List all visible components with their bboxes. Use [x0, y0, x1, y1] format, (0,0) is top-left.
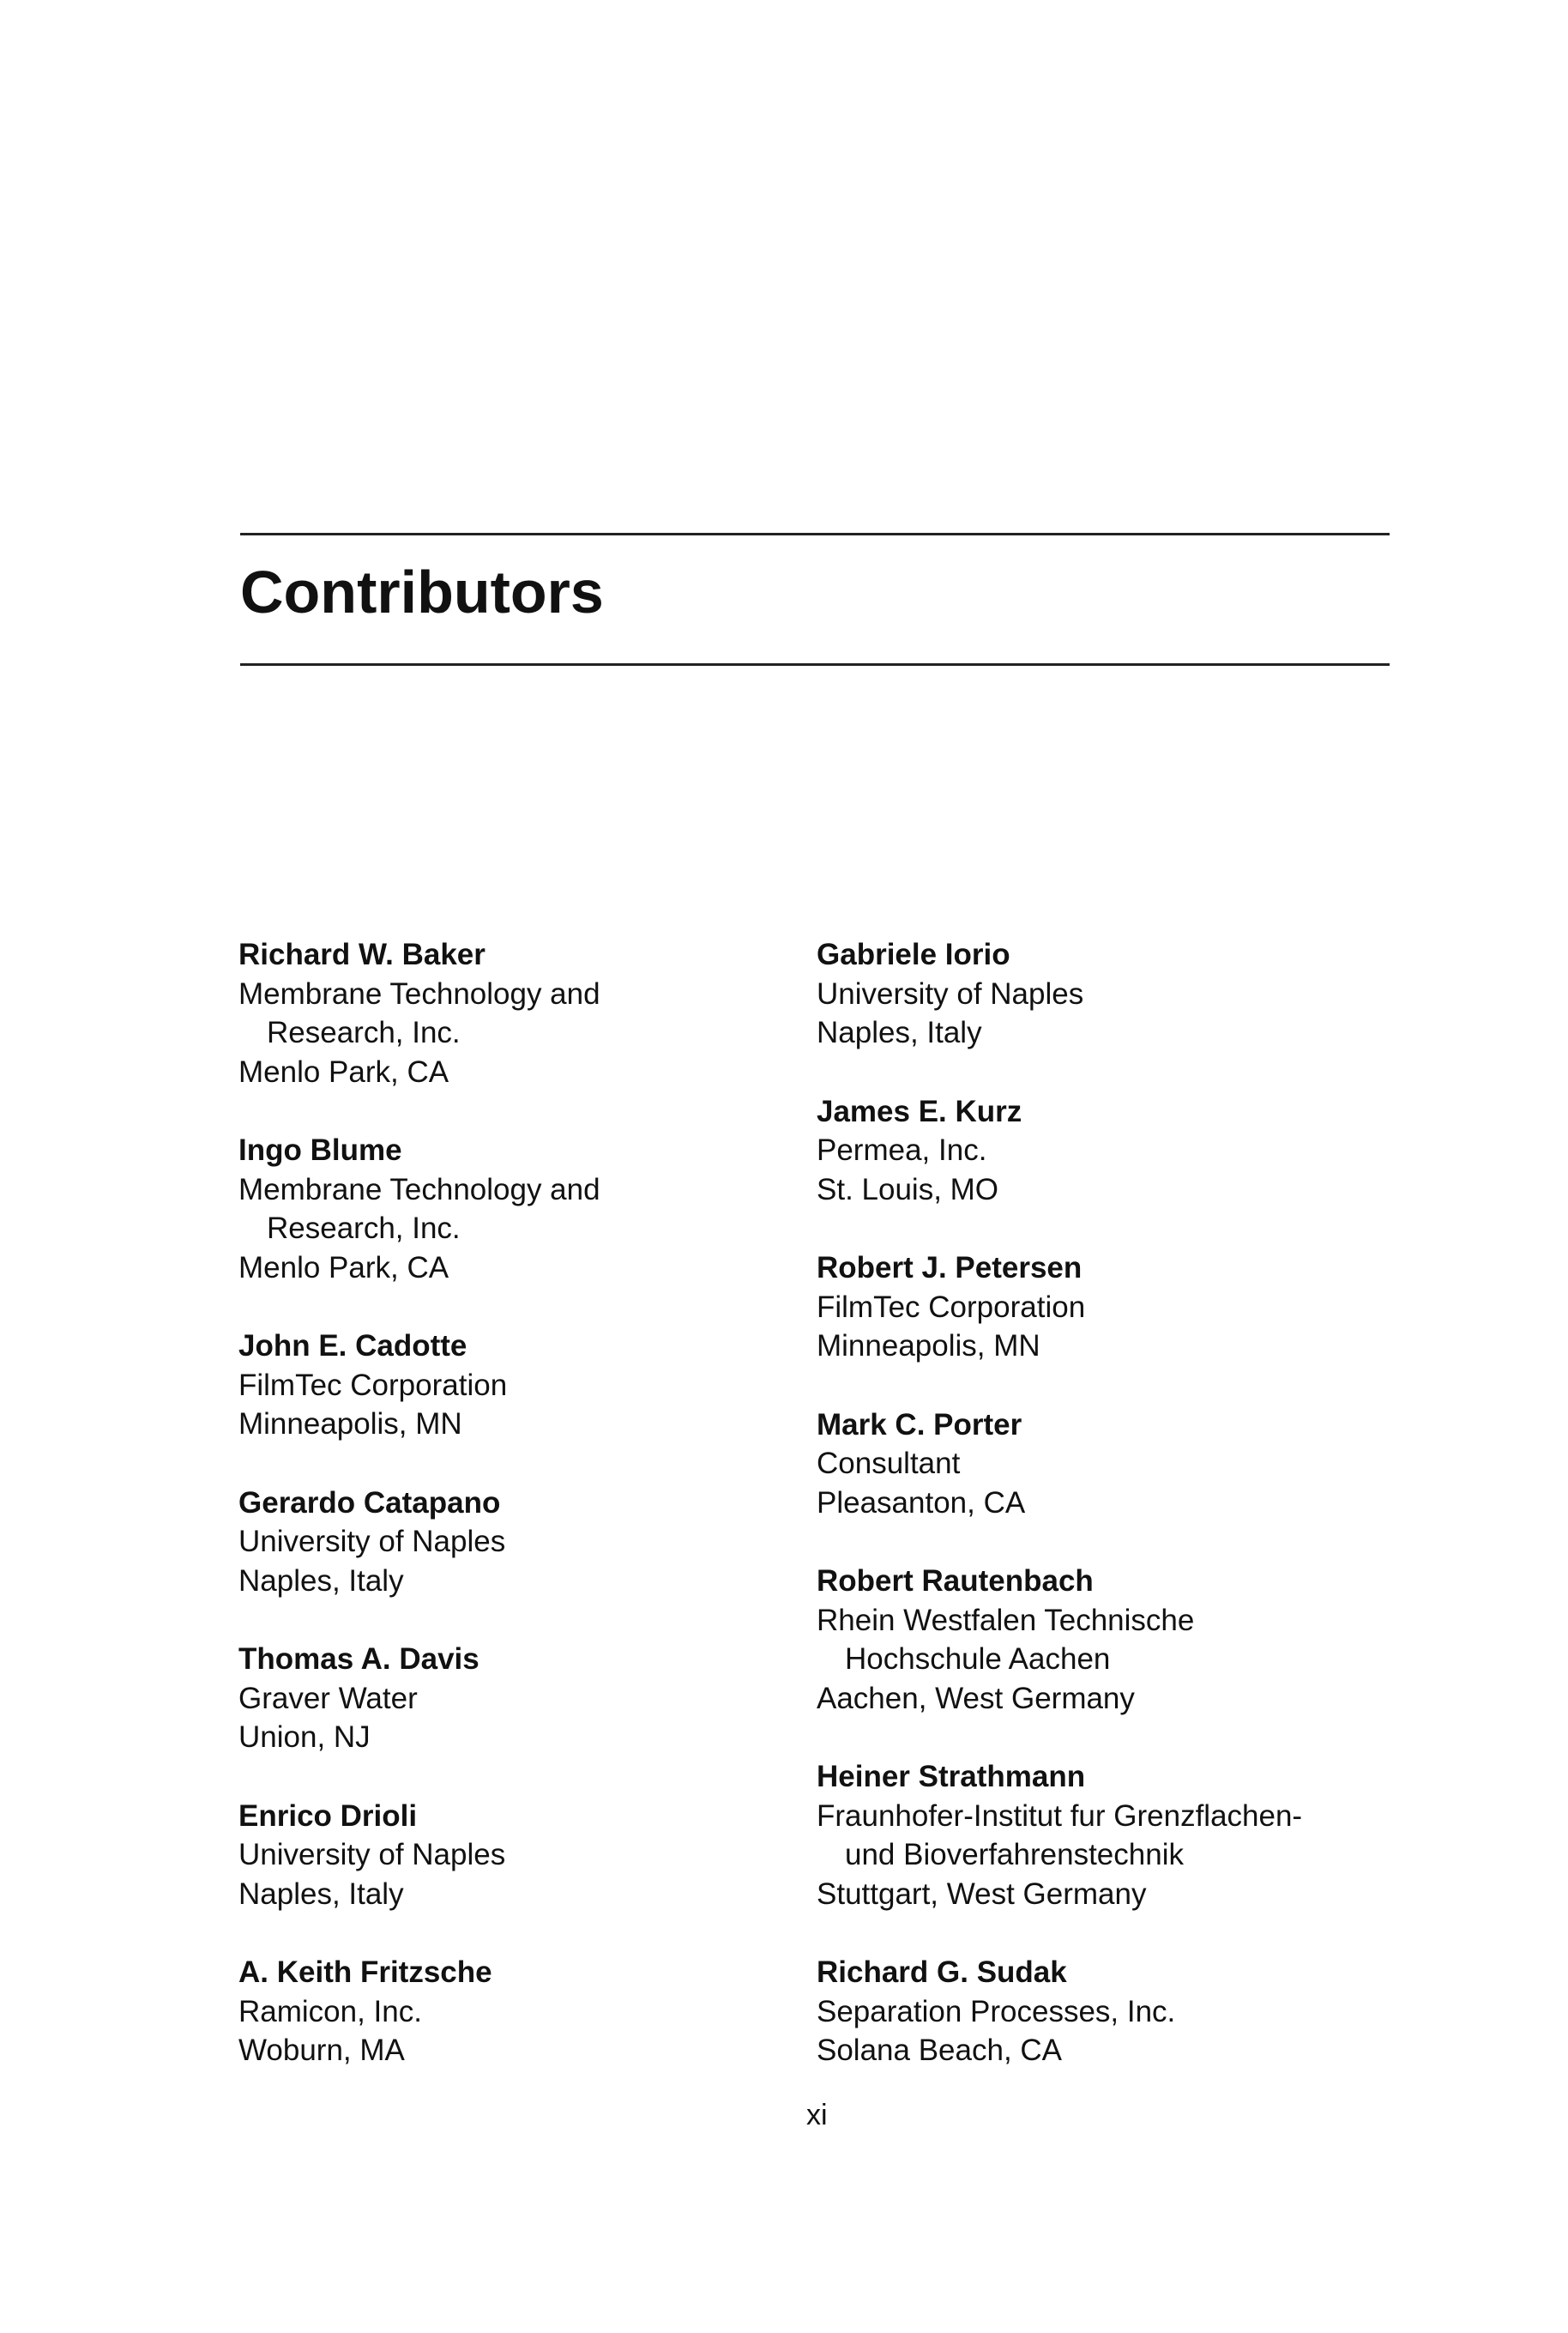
contributor-entry: [817, 1405, 1417, 1523]
contributor-name: John E. Cadotte: [238, 1329, 467, 1363]
contributor-affiliation: Consultant: [817, 1447, 961, 1480]
title-rule-bottom: [240, 663, 1390, 666]
contributor-entry: [238, 1327, 839, 1444]
contributor-affiliation: Membrane Technology and: [238, 976, 600, 1011]
contributor-affiliation: University of Naples: [817, 976, 1084, 1011]
contributor-affiliation: University of Naples: [238, 1525, 506, 1558]
contributor-affiliation: FilmTec Corporation: [238, 1368, 508, 1402]
contributor-name: Heiner Strathmann: [817, 1760, 1086, 1793]
contributor-location: Pleasanton, CA: [817, 1485, 1026, 1520]
contributor-location: Naples, Italy: [238, 1563, 404, 1598]
contributor-location: Stuttgart, West Germany: [817, 1877, 1147, 1911]
contributor-entry: [238, 1484, 839, 1601]
contributor-entry: [238, 1131, 839, 1287]
contributors-column-left: [238, 935, 839, 2070]
page-number: xi: [806, 2099, 828, 2131]
contributor-entry: [817, 1562, 1417, 1718]
contributor-name: Robert J. Petersen: [817, 1251, 1083, 1284]
contributor-entry: [817, 935, 1417, 1053]
contributor-name: Mark C. Porter: [817, 1407, 1022, 1442]
contributor-affiliation: Rhein Westfalen Technische: [817, 1603, 1195, 1637]
contributor-name: Thomas A. Davis: [238, 1642, 479, 1676]
contributor-name: Gerardo Catapano: [238, 1485, 501, 1520]
contributor-name: Robert Rautenbach: [817, 1564, 1094, 1598]
contributor-location: Naples, Italy: [238, 1877, 404, 1911]
contributor-affiliation: und Bioverfahrenstechnik: [845, 1838, 1184, 1871]
contributor-entry: [238, 1640, 839, 1757]
contributor-location: Minneapolis, MN: [238, 1407, 462, 1441]
contributors-column-right: [817, 935, 1417, 2070]
contributor-affiliation: Research, Inc.: [267, 1016, 461, 1049]
contributor-name: Richard G. Sudak: [817, 1955, 1067, 1989]
contributor-name: Richard W. Baker: [238, 938, 485, 971]
contributor-affiliation: Ramicon, Inc.: [238, 1994, 422, 2028]
contributor-entry: [817, 1953, 1417, 2070]
contributor-entry: [817, 1757, 1417, 1913]
contributor-entry: [238, 1797, 839, 1914]
contributor-affiliation: Fraunhofer-Institut fur Grenzflachen-: [817, 1798, 1303, 1833]
contributor-affiliation: Permea, Inc.: [817, 1133, 987, 1167]
contributor-affiliation: FilmTec Corporation: [817, 1290, 1086, 1324]
contributor-location: St. Louis, MO: [817, 1172, 999, 1206]
contributor-location: Naples, Italy: [817, 1016, 982, 1049]
contributor-affiliation: Hochschule Aachen: [845, 1642, 1111, 1676]
contributor-name: James E. Kurz: [817, 1094, 1022, 1128]
contributor-affiliation: Membrane Technology and: [238, 1172, 600, 1206]
contributor-entry: [817, 1092, 1417, 1210]
contributor-entry: [238, 1953, 839, 2070]
contributor-entry: [817, 1248, 1417, 1366]
contributor-location: Minneapolis, MN: [817, 1329, 1040, 1363]
contributor-name: A. Keith Fritzsche: [238, 1955, 492, 1989]
contributor-name: Enrico Drioli: [238, 1798, 418, 1833]
contributor-name: Gabriele Iorio: [817, 938, 1010, 971]
contributor-location: Woburn, MA: [238, 2034, 405, 2067]
title-rule-top: [240, 533, 1390, 535]
contributor-location: Solana Beach, CA: [817, 2034, 1063, 2067]
contributor-location: Union, NJ: [238, 1720, 371, 1754]
page-title: Contributors: [240, 559, 604, 626]
contributor-affiliation: Research, Inc.: [267, 1212, 461, 1245]
contributor-affiliation: Separation Processes, Inc.: [817, 1994, 1176, 2028]
contributor-entry: [238, 935, 839, 1091]
contributor-name: Ingo Blume: [238, 1133, 402, 1167]
contributor-location: Aachen, West Germany: [817, 1681, 1135, 1715]
contributor-location: Menlo Park, CA: [238, 1055, 449, 1089]
contributor-affiliation: University of Naples: [238, 1838, 506, 1871]
contributor-affiliation: Graver Water: [238, 1681, 418, 1715]
contributor-location: Menlo Park, CA: [238, 1250, 449, 1284]
